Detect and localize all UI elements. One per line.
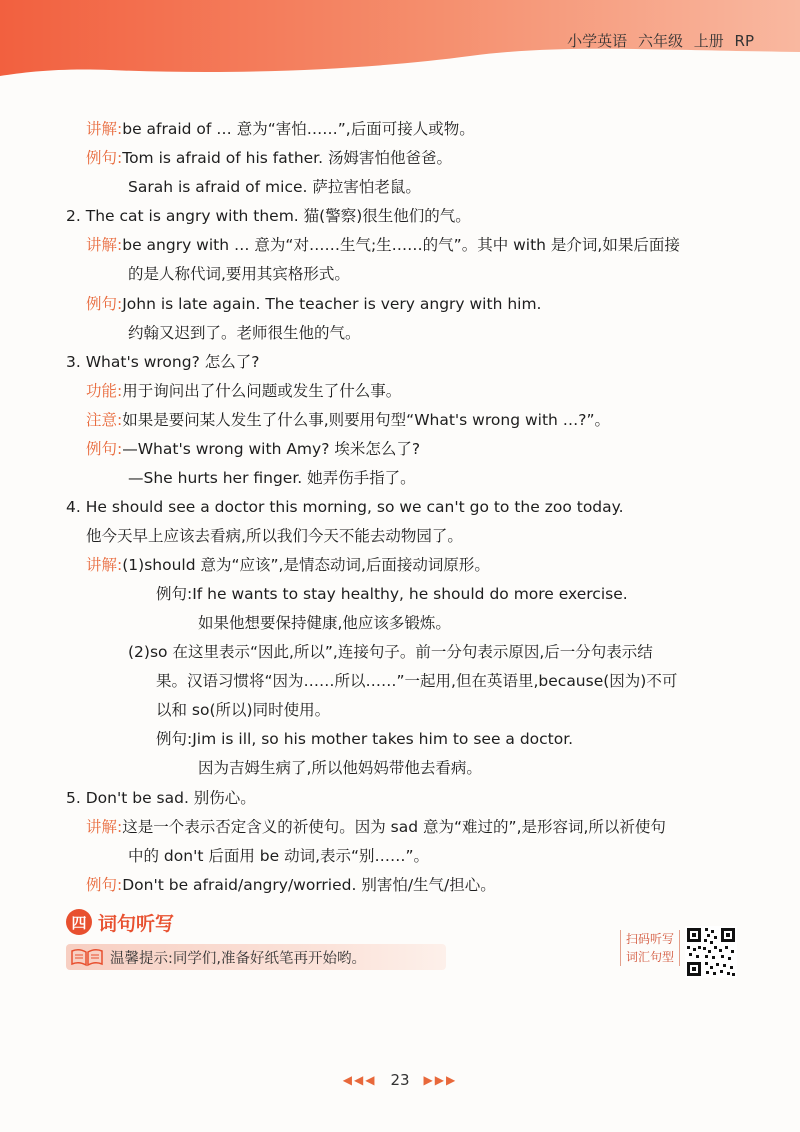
example-text: Tom is afraid of his father. 汤姆害怕他爸爸。 [122, 149, 452, 167]
explanation-text: be angry with … 意为“对……生气;生……的气”。其中 with 是介词,如果后面接 [122, 236, 680, 254]
open-book-icon [70, 947, 104, 967]
section-title: 词句听写 [98, 912, 175, 935]
book-subject: 小学英语 [567, 32, 628, 50]
example-line [86, 874, 496, 896]
page-footer [0, 1068, 800, 1092]
label-example: 例句: [86, 876, 123, 894]
explanation-text: 以和 so(所以)同时使用。 [156, 701, 331, 719]
explanation-line [128, 641, 653, 663]
example-line [86, 293, 541, 315]
book-info [567, 30, 754, 51]
point-sentence: He should see a doctor this morning, so we can't go to the zoo today. [85, 498, 624, 516]
explanation-line [86, 816, 666, 838]
explanation-text: 中的 don't 后面用 be 动词,表示“别……”。 [128, 847, 430, 865]
example-text: —What's wrong with Amy? 埃米怎么了? [122, 440, 421, 458]
label-explanation: 讲解: [86, 818, 123, 836]
note-text: 如果是要问某人发生了什么事,则要用句型“What's wrong with …?”。 [122, 411, 611, 429]
example-text: 例句:Jim is ill, so his mother takes him to see a doctor. [156, 730, 574, 748]
label-example: 例句: [86, 440, 123, 458]
explanation-line [86, 118, 475, 140]
example-line [86, 147, 452, 169]
function-text: 用于询问出了什么问题或发生了什么事。 [122, 382, 402, 400]
point-heading-5 [66, 787, 256, 809]
explanation-line [86, 554, 490, 576]
point-number: 4. [66, 498, 81, 516]
point-number: 3. [66, 353, 81, 371]
qr-caption-line2: 词汇句型 [625, 950, 674, 964]
explanation-line [128, 845, 429, 867]
tip-text: 温馨提示:同学们,准备好纸笔再开始哟。 [110, 951, 366, 967]
explanation-text: 这是一个表示否定含义的祈使句。因为 sad 意为“难过的”,是形容词,所以祈使句 [122, 818, 666, 836]
point-number: 5. [66, 789, 81, 807]
label-explanation: 讲解: [86, 120, 123, 138]
example-line [198, 612, 451, 634]
book-grade: 六年级 [637, 32, 683, 50]
label-note: 注意: [86, 411, 123, 429]
example-line [128, 322, 361, 344]
book-volume: 上册 [693, 32, 724, 50]
label-example: 例句: [86, 295, 123, 313]
explanation-text: (2)so 在这里表示“因此,所以”,连接句子。前一分句表示原因,后一分句表示结 [128, 643, 653, 661]
point-heading-2 [66, 205, 471, 227]
example-text: 如果他想要保持健康,他应该多锻炼。 [198, 614, 451, 632]
prev-arrows-icon: ◀◀◀ [342, 1073, 377, 1087]
qr-caption [620, 930, 680, 966]
page-number: 23 [390, 1071, 410, 1089]
example-text: Sarah is afraid of mice. 萨拉害怕老鼠。 [128, 178, 421, 196]
explanation-line [128, 263, 350, 285]
point-sentence: The cat is angry with them. 猫(警察)很生他们的气。 [85, 207, 471, 225]
label-function: 功能: [86, 382, 123, 400]
book-edition: RP [734, 32, 754, 50]
section-number-badge: 四 [66, 909, 92, 935]
example-line [86, 438, 420, 460]
qr-caption-line1: 扫码听写 [625, 932, 674, 946]
explanation-text: 果。汉语习惯将“因为……所以……”一起用,但在英语里,because(因为)不可 [156, 672, 678, 690]
qr-code-icon[interactable] [685, 926, 737, 978]
label-explanation: 讲解: [86, 236, 123, 254]
label-example: 例句: [86, 149, 123, 167]
note-line [86, 409, 610, 431]
next-arrows-icon: ▶▶▶ [423, 1073, 458, 1087]
example-line [128, 467, 416, 489]
example-text: 例句:If he wants to stay healthy, he should do more exercise. [156, 585, 628, 603]
example-line [128, 176, 421, 198]
point-heading-4 [66, 496, 624, 518]
explanation-text: 的是人称代词,要用其宾格形式。 [128, 265, 350, 283]
section-heading [66, 908, 174, 936]
explanation-text: be afraid of … 意为“害怕……”,后面可接人或物。 [122, 120, 475, 138]
point-sentence: What's wrong? 怎么了? [85, 353, 260, 371]
point-number: 2. [66, 207, 81, 225]
function-line [86, 380, 401, 402]
example-line [156, 583, 628, 605]
explanation-line [86, 234, 680, 256]
example-line [156, 728, 573, 750]
explanation-line [156, 670, 677, 692]
example-line [198, 757, 482, 779]
translation-line [86, 525, 463, 547]
translation-text: 他今天早上应该去看病,所以我们今天不能去动物园了。 [86, 527, 463, 545]
page-header [0, 0, 800, 80]
example-text: 因为吉姆生病了,所以他妈妈带他去看病。 [198, 759, 482, 777]
explanation-line [156, 699, 330, 721]
point-heading-3 [66, 351, 259, 373]
example-text: —She hurts her finger. 她弄伤手指了。 [128, 469, 416, 487]
label-explanation: 讲解: [86, 556, 123, 574]
example-text: John is late again. The teacher is very angry with him. [122, 295, 542, 313]
example-text: 约翰又迟到了。老师很生他的气。 [128, 324, 361, 342]
point-sentence: Don't be sad. 别伤心。 [85, 789, 256, 807]
explanation-text: (1)should 意为“应该”,是情态动词,后面接动词原形。 [122, 556, 490, 574]
example-text: Don't be afraid/angry/worried. 别害怕/生气/担心。 [122, 876, 496, 894]
tip-banner [66, 944, 446, 970]
